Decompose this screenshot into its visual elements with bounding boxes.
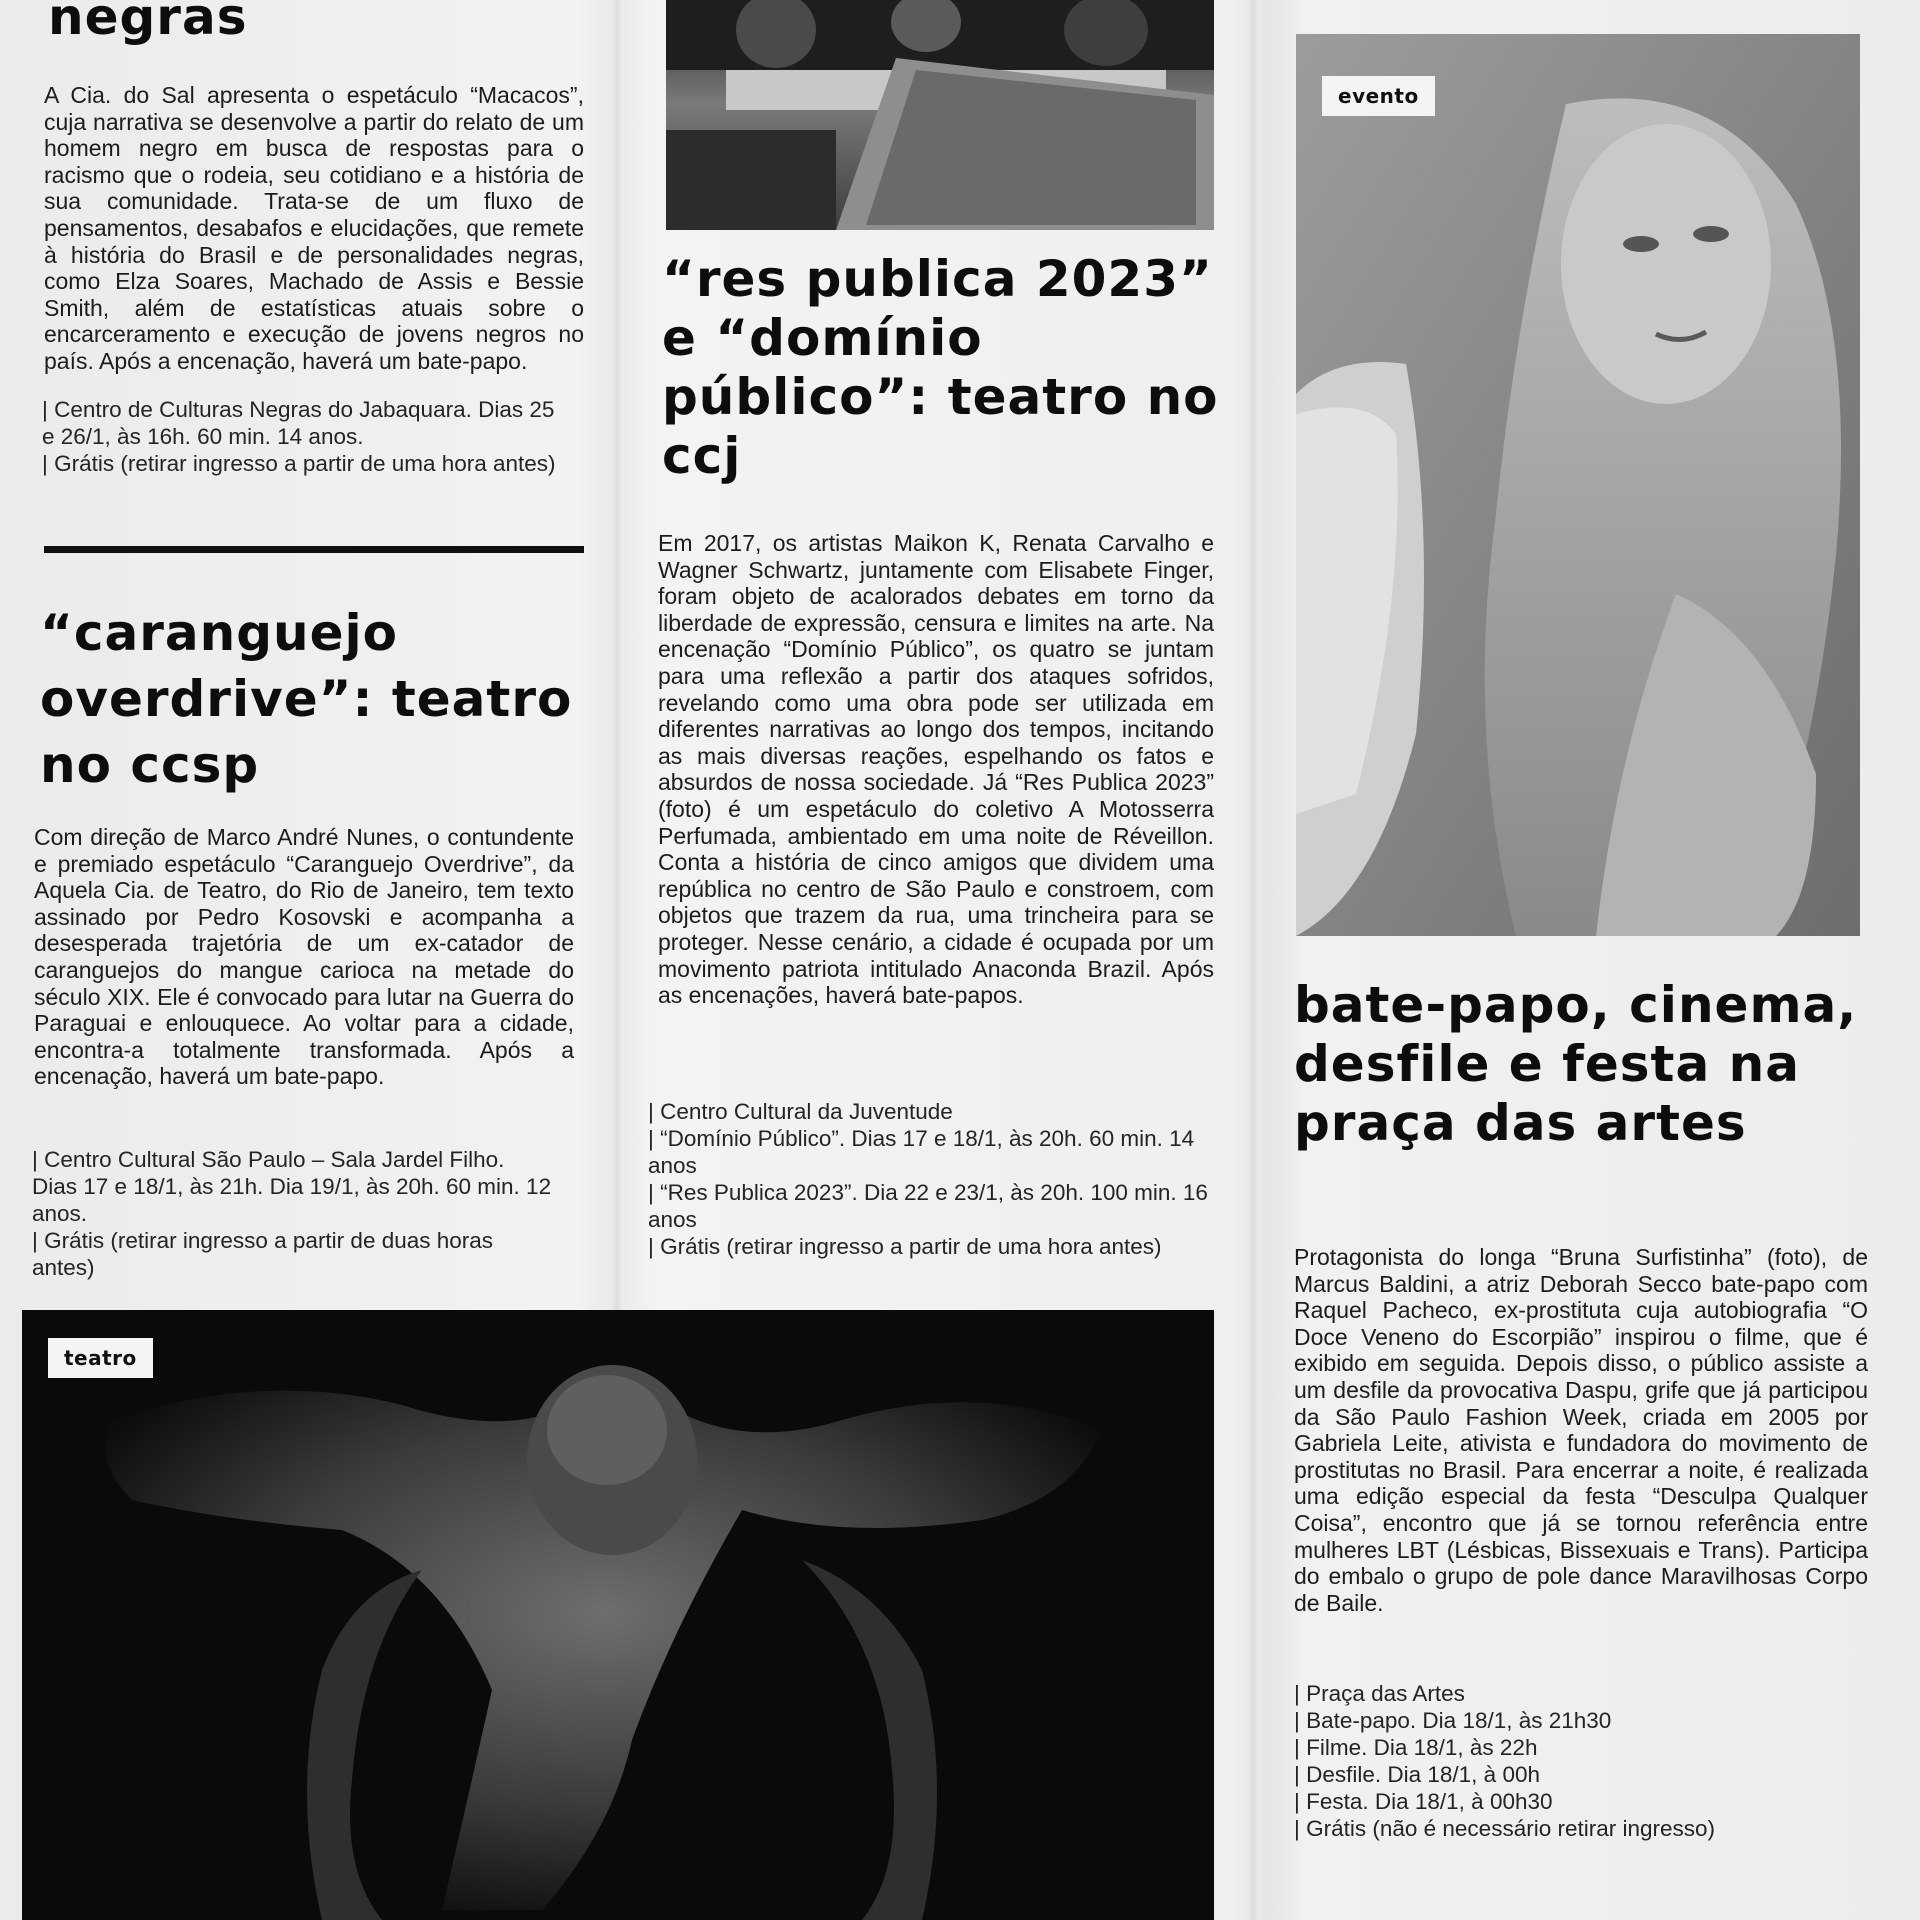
res-publica-info-price: | Grátis (retirar ingresso a partir de uma hora antes) (648, 1234, 1162, 1259)
bruna-surfistinha-photo-image (1296, 34, 1860, 936)
caranguejo-photo-image (22, 1310, 1214, 1920)
caranguejo-info (32, 1146, 552, 1281)
bate-papo-info-venue: | Praça das Artes (1294, 1681, 1465, 1706)
bate-papo-info-party: | Festa. Dia 18/1, à 00h30 (1294, 1789, 1553, 1814)
caranguejo-photo (22, 1310, 1214, 1920)
caranguejo-info-price: | Grátis (retirar ingresso a partir de duas horas antes) (32, 1228, 494, 1280)
bruna-surfistinha-photo (1296, 34, 1860, 936)
bate-papo-info-chat: | Bate-papo. Dia 18/1, às 21h30 (1294, 1708, 1612, 1733)
macacos-info-price: | Grátis (retirar ingresso a partir de uma hora antes) (42, 451, 556, 476)
bate-papo-info-fashion-show: | Desfile. Dia 18/1, à 00h (1294, 1762, 1540, 1787)
bate-papo-info-film: | Filme. Dia 18/1, às 22h (1294, 1735, 1538, 1760)
page-fold-right (1248, 0, 1258, 1920)
res-publica-photo-image (666, 0, 1214, 230)
res-publica-info-dominio: | “Domínio Público”. Dias 17 e 18/1, às 20h. 60 min. 14 anos (648, 1126, 1195, 1178)
section-divider (44, 546, 584, 553)
bate-papo-info-price: | Grátis (não é necessário retirar ingresso) (1294, 1816, 1716, 1841)
macacos-body: A Cia. do Sal apresenta o espetáculo “Macacos”, cuja narrativa se desenvolve a partir do relato de um homem negro em busca de respostas para o racismo que o rodeia, seu cotidiano e a história de sua comunidade. Trata-se de um fluxo de pensamentos, desabafos e elucidações, que remete à história do Brasil e de personalidades negras, como Elza Soares, Machado de Assis e Bessie Smith, além de estatísticas atuais sobre o encarceramento e execução de jovens negros no país. Após a encenação, haverá um bate-papo. (44, 82, 584, 374)
macacos-headline-partial: negras (48, 0, 248, 46)
macacos-info (42, 396, 562, 477)
res-publica-body: Em 2017, os artistas Maikon K, Renata Carvalho e Wagner Schwartz, juntamente com Elisabete Finger, foram objeto de acalorados debates em torno da liberdade de expressão, censura e limites na arte. Na encenação “Domínio Público”, os quatro se juntam para uma reflexão a partir dos ataques sofridos, revelando como uma obra pode ser utilizada em diferentes narrativas ao longo dos tempos, incitando as mais diversas reações, espelhando os fatos e absurdos de nossa sociedade. Já “Res Publica 2023” (foto) é um espetáculo do coletivo A Motosserra Perfumada, ambientado em uma noite de Réveillon. Conta a história de cinco amigos que dividem uma república no centro de São Paulo e constroem, com objetos que trazem da rua, uma trincheira para se proteger. Nesse cenário, a cidade é ocupada por um movimento patriota intitulado Anaconda Brazil. Após as encenações, haverá bate-papos. (658, 530, 1214, 1009)
teatro-tag: teatro (48, 1338, 153, 1378)
bate-papo-body: Protagonista do longa “Bruna Surfistinha” (foto), de Marcus Baldini, a atriz Deborah Secco bate-papo com Raquel Pacheco, ex-prostituta cuja autobiografia “O Doce Veneno do Escorpião” inspirou o filme, que é exibido em seguida. Depois disso, o público assiste a um desfile da provocativa Daspu, grife que já participou da São Paulo Fashion Week, criada em 2005 por Gabriela Leite, ativista e fundadora do movimento de prostitutas no Brasil. Para encerrar a noite, é realizada uma edição especial da festa “Desculpa Qualquer Coisa”, encontro que já se tornou referência entre mulheres LBT (Lésbicas, Bissexuais e Trans). Participa do embalo o grupo de pole dance Maravilhosas Corpo de Baile. (1294, 1244, 1868, 1616)
caranguejo-body: Com direção de Marco André Nunes, o contundente e premiado espetáculo “Caranguejo Overdrive”, da Aquela Cia. de Teatro, do Rio de Janeiro, tem texto assinado por Pedro Kosovski e acompanha a desesperada trajetória de um ex-catador de caranguejos do mangue carioca na metade do século XIX. Ele é convocado para lutar na Guerra do Paraguai e enlouquece. Ao voltar para a cidade, encontra-a totalmente transformada. Após a encenação, haverá um bate-papo. (34, 824, 574, 1090)
res-publica-info-res-publica: | “Res Publica 2023”. Dia 22 e 23/1, às 20h. 100 min. 16 anos (648, 1180, 1208, 1232)
caranguejo-info-venue: | Centro Cultural São Paulo – Sala Jardel Filho. Dias 17 e 18/1, às 21h. Dia 19/1, às 20h. 60 min. 12 anos. (32, 1147, 552, 1226)
res-publica-photo (666, 0, 1214, 230)
res-publica-info-venue: | Centro Cultural da Juventude (648, 1099, 953, 1124)
macacos-info-venue: | Centro de Culturas Negras do Jabaquara. Dias 25 e 26/1, às 16h. 60 min. 14 anos. (42, 397, 555, 449)
evento-tag: evento (1322, 76, 1435, 116)
res-publica-headline: “res publica 2023” e “domínio público”: teatro no ccj (662, 250, 1219, 485)
caranguejo-headline: “caranguejo overdrive”: teatro no ccsp (40, 604, 573, 794)
res-publica-info (648, 1098, 1208, 1260)
bate-papo-info (1294, 1680, 1864, 1842)
bate-papo-headline: bate-papo, cinema, desfile e festa na praça das artes (1294, 976, 1858, 1152)
